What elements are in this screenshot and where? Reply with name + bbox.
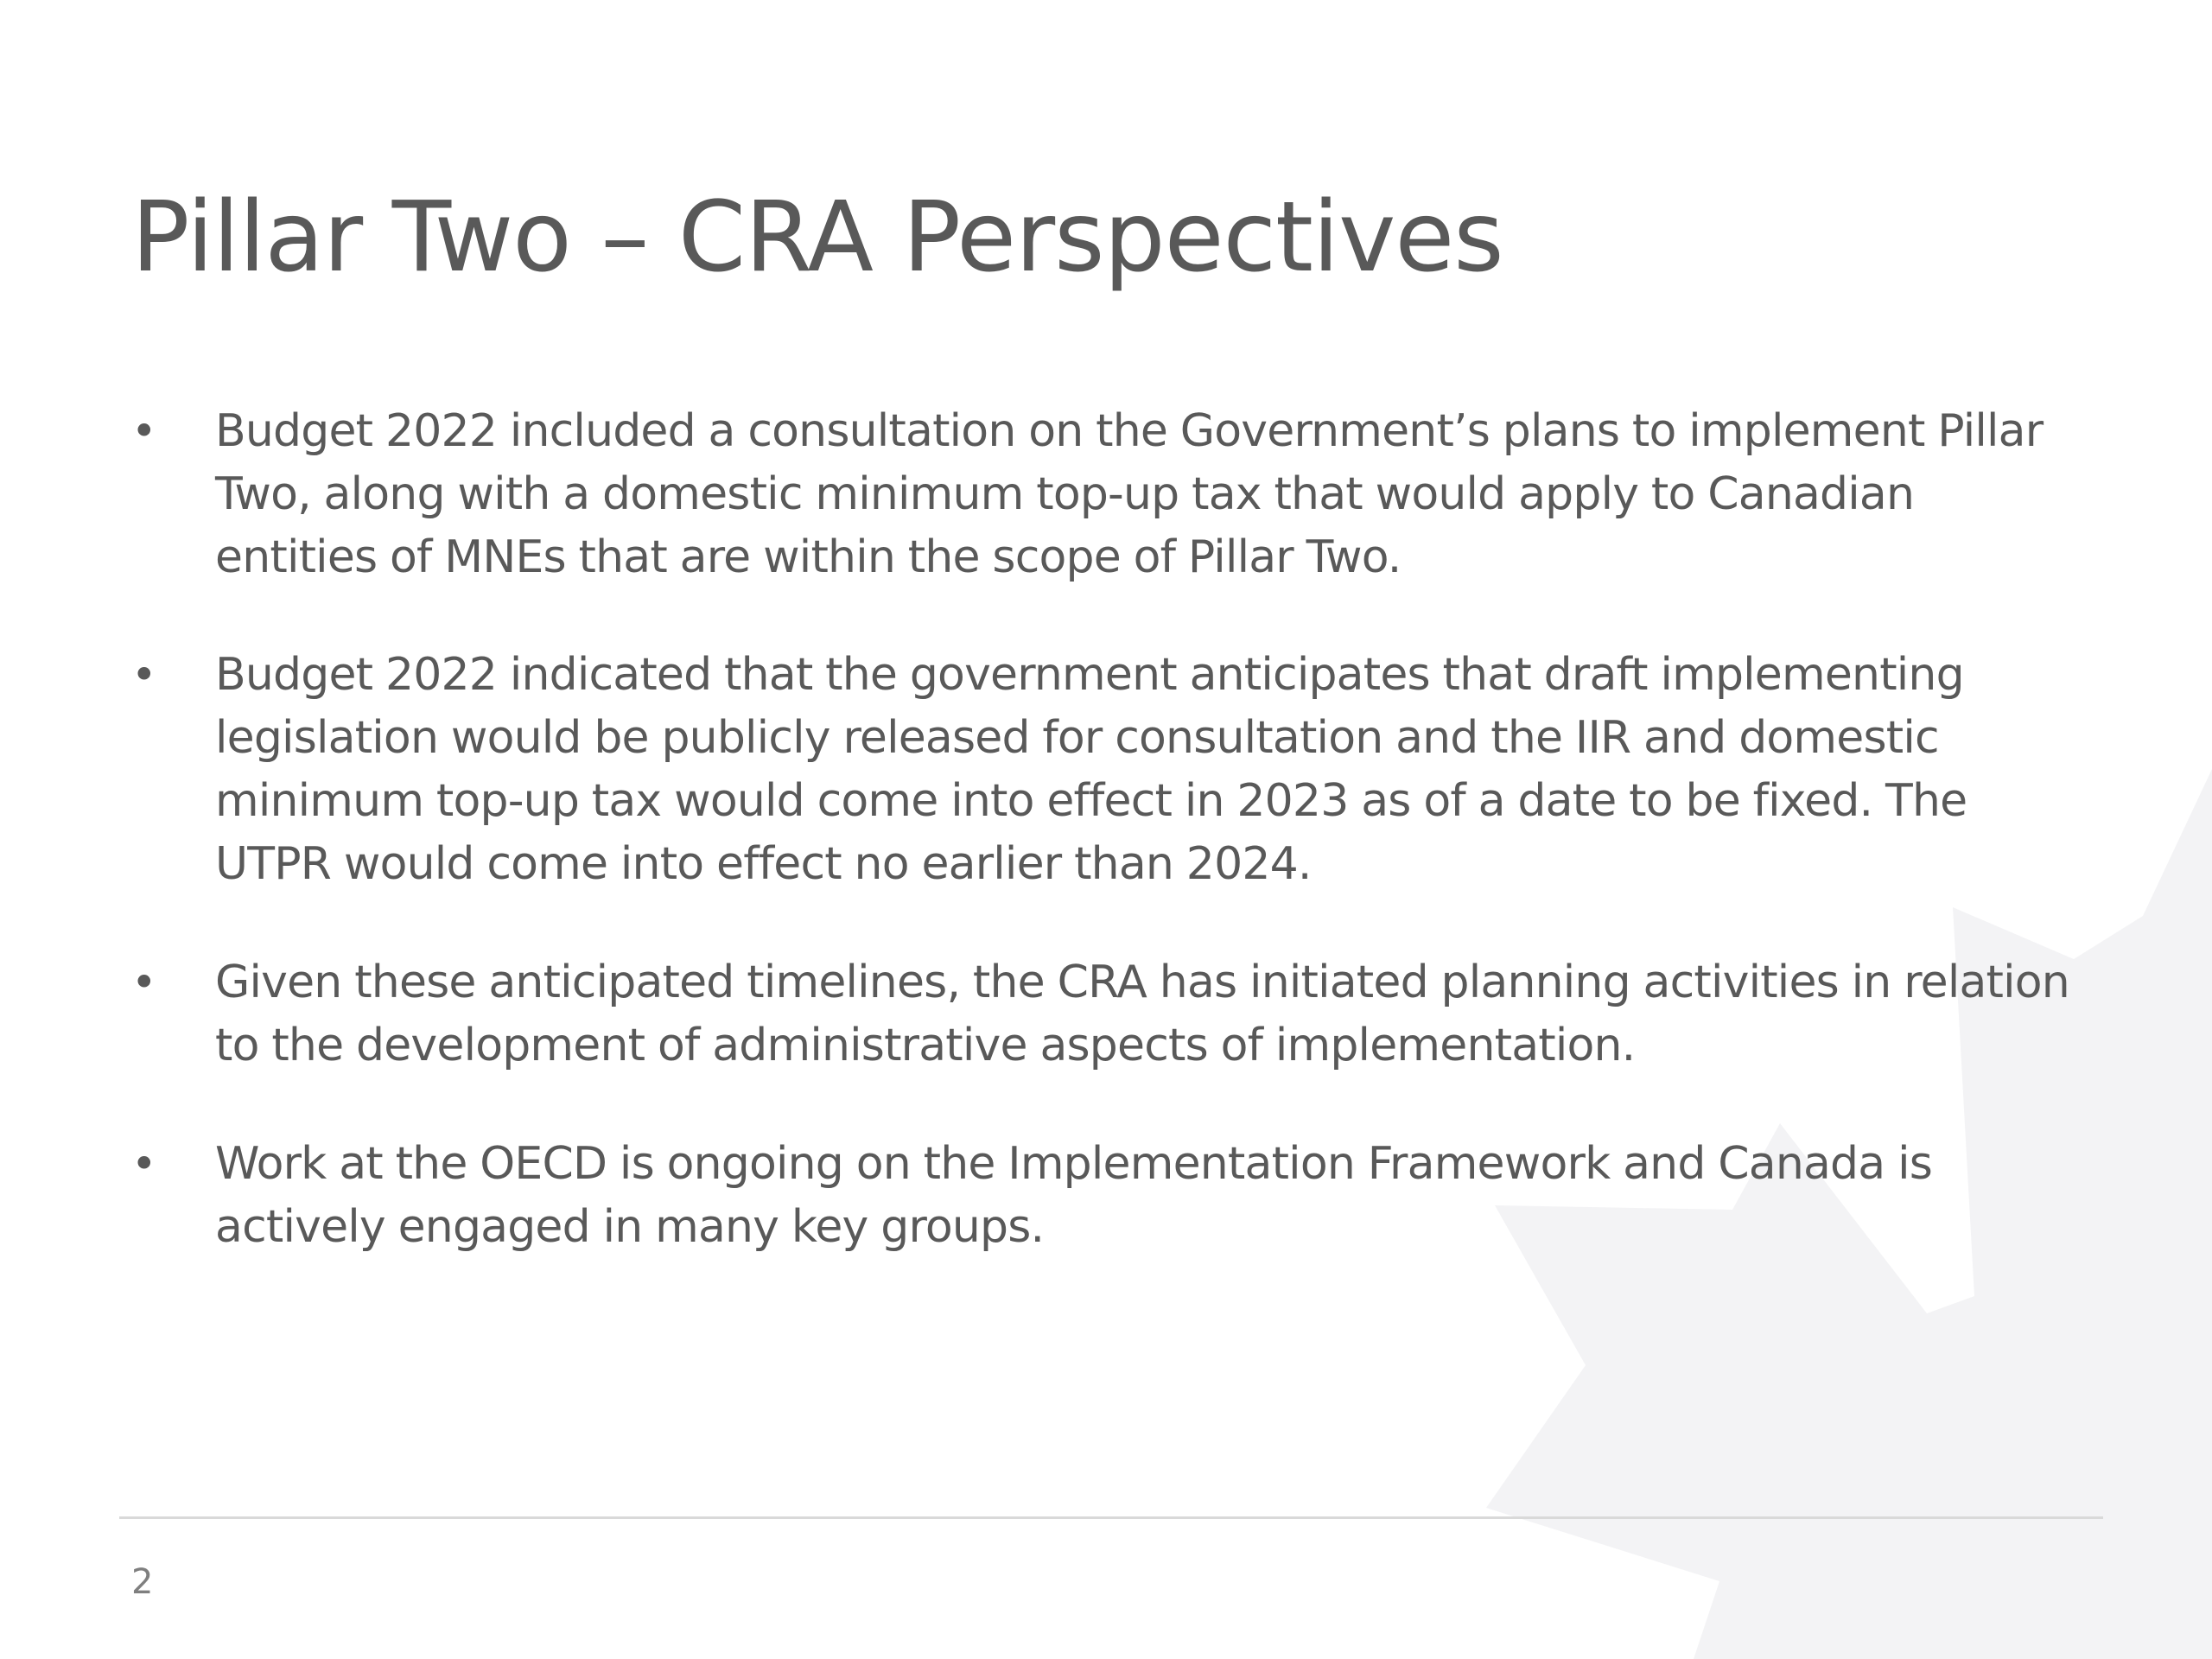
bullet-text: Budget 2022 indicated that the government anticipates that draft implementing legislation would be publicly released for consultation and the IIR and domestic minimum top-up tax would come into effect in 2023 as of a date to be fixed. The UTPR would come into effect no earlier than 2024.: [215, 649, 1967, 890]
page-number: 2: [131, 1562, 154, 1602]
bullet-marker: •: [131, 650, 157, 700]
bullet-text: Given these anticipated timelines, the CRA has initiated planning activities in relation to the development of administrative aspects of implementation.: [215, 957, 2069, 1071]
bullet-marker: •: [131, 1139, 157, 1189]
bullet-marker: •: [131, 957, 157, 1007]
footer-divider: [119, 1516, 2103, 1519]
bullet-text: Work at the OECD is ongoing on the Implementation Framework and Canada is actively engaged in many key groups.: [215, 1138, 1933, 1253]
bullet-marker: •: [131, 406, 157, 456]
page-title: Pillar Two – CRA Perspectives: [131, 181, 1503, 294]
bullet-text: Budget 2022 included a consultation on the Government’s plans to implement Pillar Two, along with a domestic minimum top-up tax that would apply to Canadian entities of MNEs that are within the scope of Pillar Two.: [215, 405, 2044, 583]
